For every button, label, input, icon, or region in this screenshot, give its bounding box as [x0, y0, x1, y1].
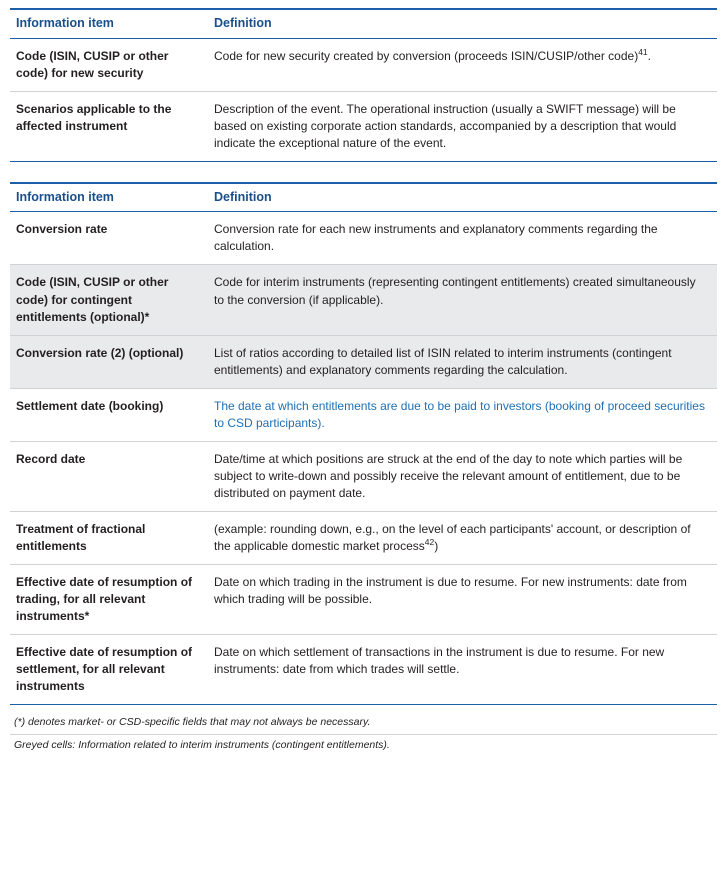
definition-text-tail: ): [434, 538, 439, 553]
row-item-label: Code (ISIN, CUSIP or other code) for new security: [10, 38, 208, 91]
definition-text: Date/time at which positions are struck at the end of the day to note which parties will be subject to write-down and possibly receive the relevant amount of entitlement, due to be distributed on payment date.: [214, 451, 683, 500]
row-definition: [208, 388, 717, 441]
footnote-greyed-cells: Greyed cells: Information related to interim instruments (contingent entitlements).: [14, 738, 390, 751]
table-row: [10, 634, 717, 704]
table-row: [10, 388, 717, 441]
column-header-definition: Definition: [208, 9, 717, 38]
table-header-row: [10, 183, 717, 212]
row-definition: [208, 441, 717, 511]
column-header-definition: Definition: [208, 183, 717, 212]
row-definition: [208, 38, 717, 91]
footnote-ref: 41: [638, 46, 648, 57]
definition-text: Date on which trading in the instrument is due to resume. For new instruments: date from which trading will be possible.: [214, 574, 687, 606]
table-header-row: [10, 9, 717, 38]
definition-text: Code for interim instruments (representing contingent entitlements) created simultaneously to the conversion (if applicable).: [214, 275, 696, 307]
column-header-information-item: Information item: [10, 9, 208, 38]
table-row: [10, 335, 717, 388]
row-definition: [208, 91, 717, 161]
definition-text: The date at which entitlements are due to be paid to investors (booking of proceed securities to CSD participants).: [214, 398, 705, 430]
table-row: [10, 265, 717, 335]
row-item-label: Treatment of fractional entitlements: [10, 511, 208, 564]
row-definition: [208, 212, 717, 265]
column-header-information-item: Information item: [10, 183, 208, 212]
table-1-header: [10, 9, 717, 38]
footnote-ref: 42: [424, 536, 435, 547]
row-item-label: Scenarios applicable to the affected instrument: [10, 91, 208, 161]
row-item-label: Settlement date (booking): [10, 388, 208, 441]
table-2-header: [10, 183, 717, 212]
row-item-label: Conversion rate: [10, 212, 208, 265]
definition-text: (example: rounding down, e.g., on the level of each participants' account, or description of the applicable domestic market process: [214, 521, 691, 553]
row-item-label: Record date: [10, 441, 208, 511]
information-table-2: [10, 182, 717, 705]
table-1-body: [10, 38, 717, 161]
row-definition: [208, 265, 717, 335]
row-definition: [208, 511, 717, 564]
row-item-label: Code (ISIN, CUSIP or other code) for contingent entitlements (optional)*: [10, 265, 208, 335]
footnotes-block: [10, 712, 717, 756]
table-row: [10, 91, 717, 161]
definition-text-tail: .: [647, 48, 652, 63]
table-row: [10, 441, 717, 511]
row-definition: [208, 564, 717, 634]
definition-text: Conversion rate for each new instruments and explanatory comments regarding the calculation.: [214, 222, 658, 254]
definition-text: List of ratios according to detailed list of ISIN related to interim instruments (contingent entitlements) and explanatory comments regarding the calculation.: [214, 345, 672, 377]
table-row: [10, 511, 717, 564]
row-item-label: Effective date of resumption of trading, for all relevant instruments*: [10, 564, 208, 634]
information-table-1: [10, 8, 717, 162]
table-2-body: [10, 212, 717, 705]
row-definition: [208, 634, 717, 704]
definition-text: Date on which settlement of transactions in the instrument is due to resume. For new instruments: date from which trades will settle.: [214, 644, 665, 676]
definition-text: Code for new security created by conversion (proceeds ISIN/CUSIP/other code): [214, 48, 639, 63]
row-item-label: Conversion rate (2) (optional): [10, 335, 208, 388]
row-item-label: Effective date of resumption of settlement, for all relevant instruments: [10, 634, 208, 704]
row-definition: [208, 335, 717, 388]
definition-text: Description of the event. The operational instruction (usually a SWIFT message) will be based on existing corporate action standards, accompanied by a description that would indicate the exceptional nature of the event.: [214, 101, 677, 150]
table-row: [10, 564, 717, 634]
table-row: [10, 38, 717, 91]
footnote-asterisk: (*) denotes market- or CSD-specific fields that may not always be necessary.: [10, 712, 717, 735]
table-row: [10, 212, 717, 265]
table-spacer: [10, 162, 717, 182]
